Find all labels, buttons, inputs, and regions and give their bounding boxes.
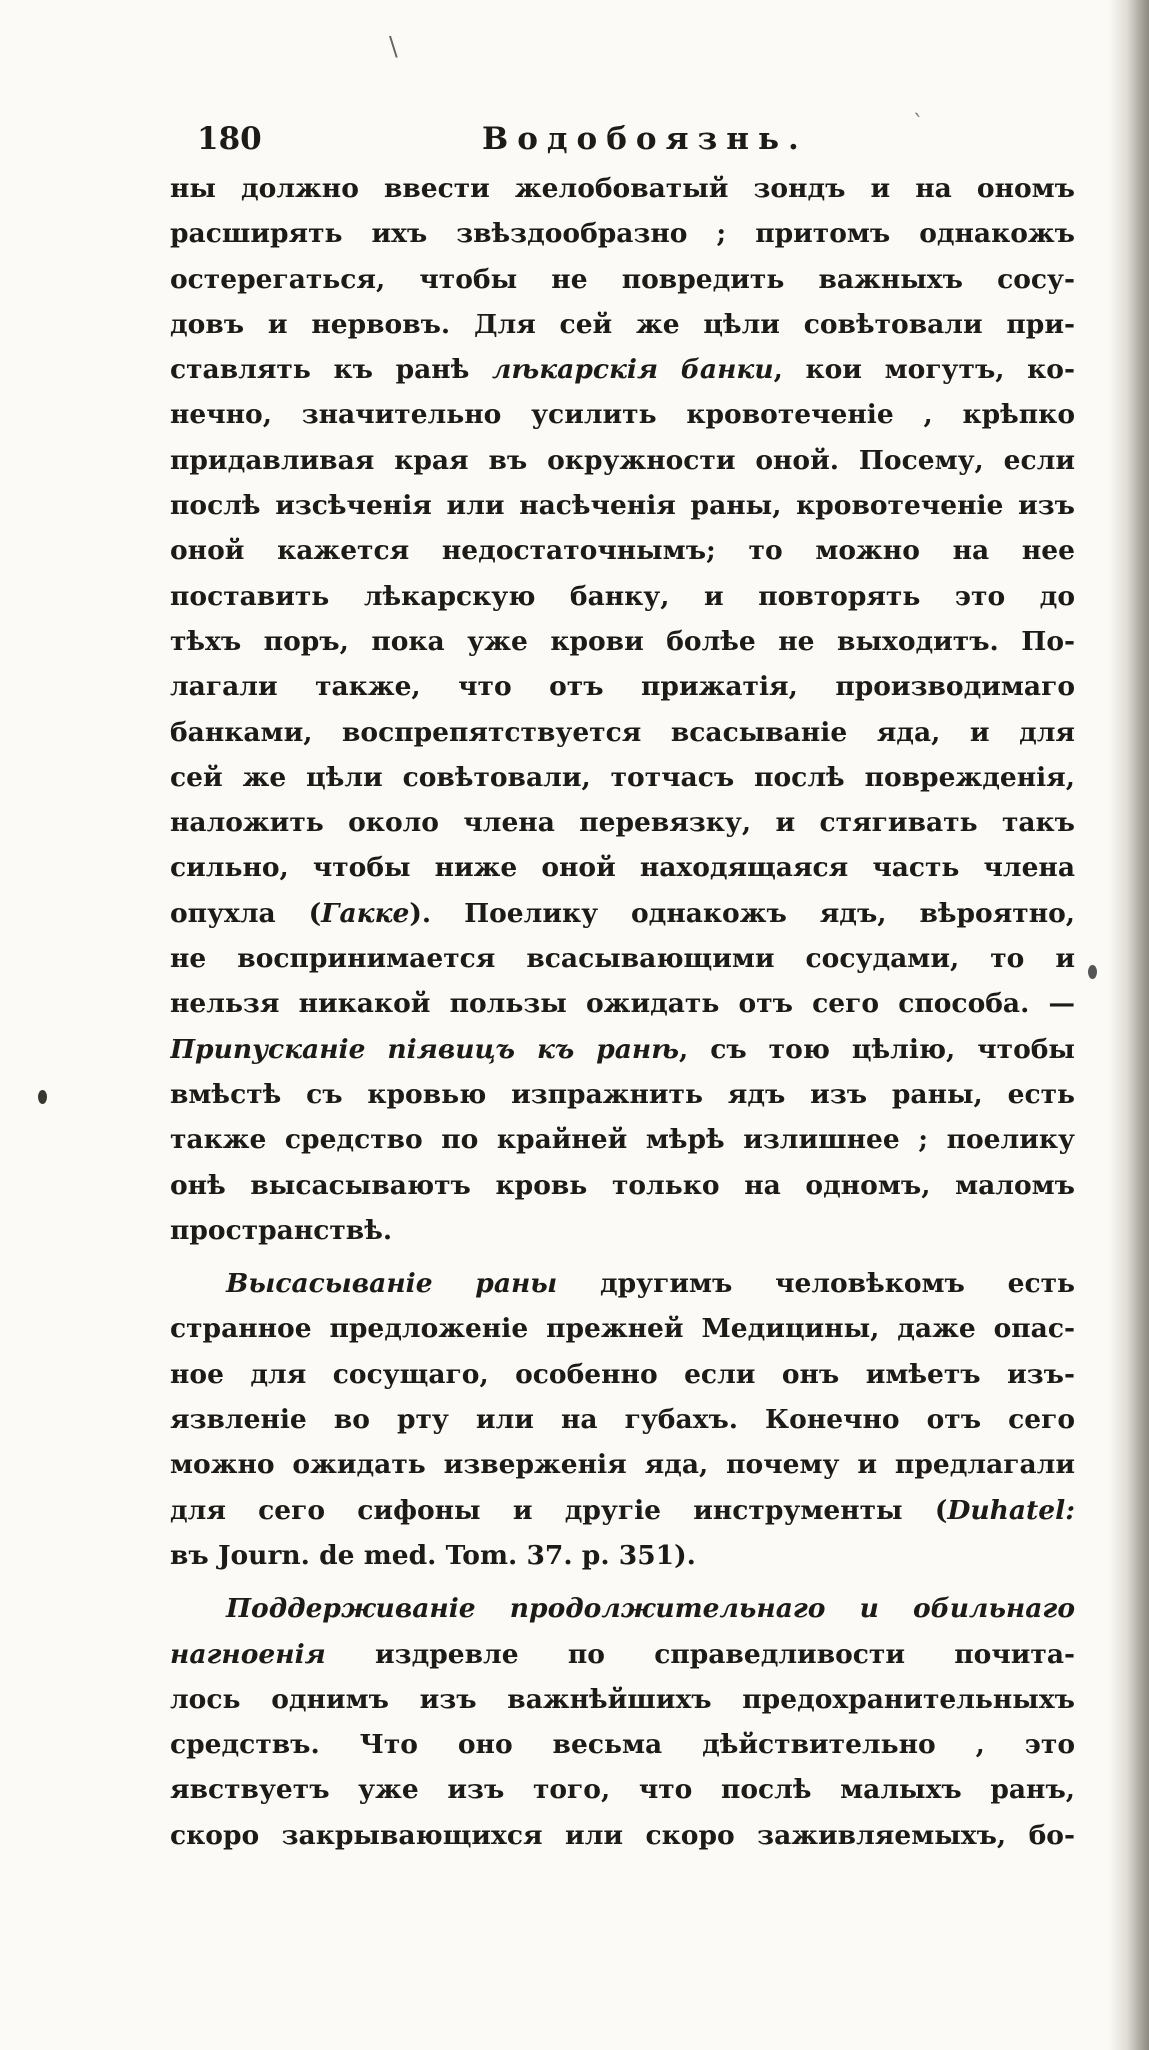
italic-text: нагноенія bbox=[170, 1638, 326, 1670]
text-line bbox=[170, 710, 1075, 755]
text-segment: придавливая края въ окружности оной. Посему, если bbox=[170, 444, 1075, 476]
text-line bbox=[170, 574, 1075, 619]
text-segment: ). Поелику однакожъ ядъ, вѣроятно, bbox=[409, 897, 1075, 929]
text-line bbox=[170, 1306, 1075, 1351]
body-text bbox=[170, 166, 1075, 1858]
text-line bbox=[170, 1586, 1075, 1631]
text-line bbox=[170, 1261, 1075, 1306]
text-line bbox=[170, 257, 1075, 302]
text-segment: оной кажется недостаточнымъ; то можно на нее bbox=[170, 535, 1075, 567]
text-line bbox=[170, 1813, 1075, 1858]
italic-text: Высасываніе раны bbox=[226, 1268, 558, 1300]
text-line bbox=[170, 1533, 1075, 1578]
text-line bbox=[170, 1442, 1075, 1487]
text-line bbox=[170, 1677, 1075, 1722]
text-line bbox=[170, 845, 1075, 890]
text-segment: , съ тою цѣлію, чтобы bbox=[679, 1033, 1075, 1065]
text-segment: ное для сосущаго, особенно если онъ имѣетъ изъ- bbox=[170, 1358, 1075, 1390]
text-segment: поставить лѣкарскую банку, и повторять это до bbox=[170, 580, 1075, 612]
text-segment: явствуетъ уже изъ того, что послѣ малыхъ ранъ, bbox=[170, 1774, 1075, 1806]
running-title: Водобоязнь. bbox=[482, 121, 808, 157]
text-line bbox=[170, 936, 1075, 981]
text-line bbox=[170, 664, 1075, 709]
text-line bbox=[170, 1722, 1075, 1767]
text-segment: наложить около члена перевязку, и стягивать такъ bbox=[170, 807, 1075, 839]
stray-mark: ` bbox=[913, 112, 924, 137]
text-line bbox=[170, 1163, 1075, 1208]
ink-blot bbox=[38, 1090, 47, 1104]
text-segment: также средство по крайней мѣрѣ излишнее ; поелику bbox=[170, 1124, 1075, 1156]
text-segment: послѣ изсѣченія или насѣченія раны, кровотеченіе изъ bbox=[170, 490, 1075, 522]
text-segment: довъ и нервовъ. Для сей же цѣли совѣтовали при- bbox=[170, 308, 1075, 340]
text-line bbox=[170, 1767, 1075, 1812]
text-line bbox=[170, 755, 1075, 800]
text-line bbox=[170, 1117, 1075, 1162]
page-edge-shadow bbox=[1109, 0, 1149, 2050]
italic-text: Припусканіе піявицъ къ ранѣ bbox=[170, 1033, 680, 1065]
text-segment: сильно, чтобы ниже оной находящаяся часть члена bbox=[170, 852, 1075, 884]
text-segment: ставлять къ ранѣ bbox=[170, 354, 493, 386]
text-line bbox=[170, 1352, 1075, 1397]
text-segment: лагали также, что отъ прижатія, производимаго bbox=[170, 671, 1075, 703]
italic-text: Гакке bbox=[321, 897, 410, 929]
text-segment: скоро закрывающихся или скоро заживляемыхъ, бо- bbox=[170, 1819, 1075, 1851]
text-segment: банками, воспрепятствуется всасываніе яда, и для bbox=[170, 716, 1075, 748]
text-line bbox=[170, 800, 1075, 845]
text-segment: нельзя никакой пользы ожидать отъ сего способа. — bbox=[170, 988, 1075, 1020]
text-segment: лось однимъ изъ важнѣйшихъ предохранительныхъ bbox=[170, 1683, 1075, 1715]
text-line bbox=[170, 1632, 1075, 1677]
text-line bbox=[170, 528, 1075, 573]
text-segment: средствъ. Что оно весьма дѣйствительно , это bbox=[170, 1729, 1075, 1761]
text-line bbox=[170, 347, 1075, 392]
text-line bbox=[170, 1072, 1075, 1117]
text-segment: другимъ человѣкомъ есть bbox=[557, 1268, 1075, 1300]
text-segment: пространствѣ. bbox=[170, 1214, 393, 1246]
italic-text: лѣкарскія банки bbox=[492, 354, 774, 386]
text-segment: странное предложеніе прежней Медицины, даже опас- bbox=[170, 1313, 1075, 1345]
stray-mark: \ bbox=[389, 32, 398, 62]
page-number: 180 bbox=[197, 121, 262, 157]
text-line bbox=[170, 619, 1075, 664]
text-segment: опухла ( bbox=[170, 897, 322, 929]
text-line bbox=[170, 1397, 1075, 1442]
text-line bbox=[170, 1208, 1075, 1253]
text-segment: остерегаться, чтобы не повредить важныхъ сосу- bbox=[170, 263, 1075, 295]
text-segment: , кои могутъ, ко- bbox=[773, 354, 1075, 386]
text-segment: вмѣстѣ съ кровью изпражнить ядъ изъ раны, есть bbox=[170, 1078, 1075, 1110]
text-segment: язвленіе во рту или на губахъ. Конечно отъ сего bbox=[170, 1404, 1075, 1436]
text-segment: не воспринимается всасывающими сосудами, то и bbox=[170, 943, 1075, 975]
text-line bbox=[170, 392, 1075, 437]
text-segment: расширять ихъ звѣздообразно ; притомъ однакожъ bbox=[170, 218, 1075, 250]
text-line bbox=[170, 166, 1075, 211]
text-line bbox=[170, 483, 1075, 528]
text-segment: можно ожидать изверженія яда, почему и предлагали bbox=[170, 1449, 1075, 1481]
italic-text: Duhatel: bbox=[947, 1494, 1075, 1526]
text-segment: онѣ высасываютъ кровь только на одномъ, маломъ bbox=[170, 1169, 1075, 1201]
text-segment: тѣхъ поръ, пока уже крови болѣе не выходитъ. По- bbox=[170, 625, 1075, 657]
text-line bbox=[170, 211, 1075, 256]
text-line bbox=[170, 981, 1075, 1026]
text-segment: въ Journ. de med. Tom. 37. p. 351). bbox=[170, 1539, 696, 1571]
text-segment: нечно, значительно усилить кровотеченіе , крѣпко bbox=[170, 399, 1075, 431]
text-line bbox=[170, 1027, 1075, 1072]
text-segment: сей же цѣли совѣтовали, тотчасъ послѣ поврежденія, bbox=[170, 761, 1075, 793]
text-line bbox=[170, 1488, 1075, 1533]
text-line bbox=[170, 302, 1075, 347]
text-segment: ны должно ввести желобоватый зондъ и на ономъ bbox=[170, 173, 1075, 204]
text-segment: издревле по справедливости почита- bbox=[325, 1638, 1075, 1670]
italic-text: Поддерживаніе продолжительнаго и обильнаго bbox=[226, 1593, 1075, 1625]
margin-mark bbox=[1088, 965, 1097, 979]
text-line bbox=[170, 438, 1075, 483]
page-header bbox=[197, 114, 957, 164]
text-segment: для сего сифоны и другіе инструменты ( bbox=[170, 1494, 948, 1526]
text-line bbox=[170, 891, 1075, 936]
